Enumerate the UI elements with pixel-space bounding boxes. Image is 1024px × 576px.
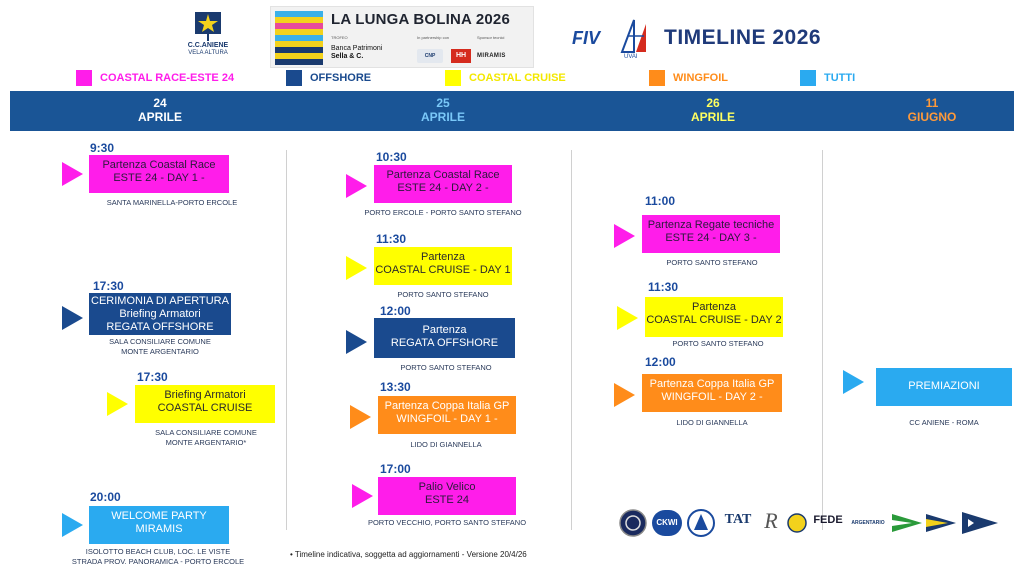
burgee-icon [193,10,223,42]
event-line: REGATA OFFSHORE [106,321,214,333]
event-time: 9:30 [90,141,115,155]
date-month: GIUGNO [907,110,957,124]
burgee-blue-icon [960,508,1000,538]
arrow-icon [62,162,83,186]
partnership-label: In partnership con [417,35,450,40]
arrow-icon [107,392,128,416]
event-box-premiazioni [876,368,1012,406]
main-sponsor [331,45,382,61]
partner-seal-icon [786,508,808,538]
legend-swatch-offshore [286,70,302,86]
event-box-coastal-race-day1 [89,155,229,193]
event-box-wingfoil-day2 [642,374,782,412]
event-box-briefing-coastal-cruise [135,385,275,423]
arrow-icon [352,484,373,508]
event-box-welcome-party [89,506,229,544]
column-divider [571,150,572,530]
partner-seal-icon [686,508,716,538]
event-line: Partenza Coppa Italia GP [384,400,510,412]
event-line: Partenza Coastal Race [386,169,500,181]
legend-label-wingfoil: WINGFOIL [673,72,728,84]
event-time: 11:30 [376,232,407,246]
main-sponsor-line2: Sella & C. [331,53,364,60]
miramis-sponsor: MIRAMIS [477,53,506,59]
event-location: CC ANIENE - ROMA [909,418,979,427]
event-time: 12:00 [645,355,676,369]
arrow-icon [62,306,83,330]
tat-logo: TAT [724,512,752,527]
event-location-line2: MONTE ARGENTARIO* [165,438,247,447]
event-time: 11:30 [648,280,679,294]
event-line: ESTE 24 - DAY 1 - [113,172,205,184]
event-location: LIDO DI GIANNELLA [676,418,748,427]
legend-swatch-coastal-cruise [445,70,461,86]
event-box-wingfoil-day1 [378,396,516,434]
event-line: WINGFOIL - DAY 1 - [396,413,498,425]
legend-label-coastal-cruise: COASTAL CRUISE [469,72,566,84]
event-line: PREMIAZIONI [908,380,980,392]
event-line: COASTAL CRUISE - DAY 2 [646,314,782,326]
event-location: SALA CONSILIARE COMUNE [109,337,211,346]
event-time: 17:00 [380,462,411,476]
event-location: PORTO ERCOLE - PORTO SANTO STEFANO [364,208,522,217]
event-time: 17:30 [93,279,124,293]
event-line: WELCOME PARTY [111,510,207,522]
event-box-opening-ceremony [89,293,231,335]
event-location: SANTA MARINELLA-PORTO ERCOLE [106,198,238,207]
event-time: 12:00 [380,304,411,318]
event-box-regata-offshore [374,318,515,358]
event-location-line2: MONTE ARGENTARIO [121,347,199,356]
arrow-icon [617,306,638,330]
event-box-coastal-cruise-day2 [645,297,783,337]
event-box-coastal-cruise-day1 [374,247,512,285]
event-location: PORTO SANTO STEFANO [672,339,764,348]
club-logo [168,10,248,62]
partner-sponsor: CNP [417,49,443,63]
fiv-logo [572,18,652,58]
event-location: ISOLOTTO BEACH CLUB, LOC. LE VISTE [85,547,231,556]
event-location: PORTO SANTO STEFANO [397,290,489,299]
event-location: LIDO DI GIANNELLA [410,440,482,449]
event-line: COASTAL CRUISE - DAY 1 [375,264,511,276]
event-line: Briefing Armatori [164,389,246,401]
date-month: APRILE [690,110,735,124]
legend-label-coastal-race: COASTAL RACE-ESTE 24 [100,72,235,84]
event-line: Partenza [691,301,737,313]
event-line: CERIMONIA DI APERTURA [91,295,229,307]
event-line: ESTE 24 - DAY 3 - [665,232,757,244]
event-line: MIRAMIS [135,523,183,535]
date-day: 24 [153,96,167,110]
legend-swatch-tutti [800,70,816,86]
burgee-yellow-icon [924,508,958,538]
uvai-text: UVAI [624,54,638,60]
column-divider [822,150,823,530]
event-time: 17:30 [137,370,168,384]
event-location: PORTO SANTO STEFANO [400,363,492,372]
event-line: ESTE 24 [424,494,470,506]
event-line: Partenza Regate tecniche [647,219,775,231]
date-month: APRILE [420,110,465,124]
date-day: 25 [436,96,450,110]
date-26-aprile [663,96,763,124]
hh-sponsor: HH [451,49,471,63]
column-divider [286,150,287,530]
main-sponsor-line1: Banca Patrimoni [331,45,383,52]
event-location: PORTO SANTO STEFANO [666,258,758,267]
event-time: 10:30 [376,150,407,164]
burgee-green-icon [890,508,924,538]
date-11-giugno [882,96,982,124]
fiv-text: FIV [572,28,601,48]
event-time: 20:00 [90,490,121,504]
event-line: REGATA OFFSHORE [390,337,499,349]
uvai-sail-icon [618,18,650,54]
event-line: COASTAL CRUISE [157,402,253,414]
event-box-regate-tecniche [642,215,780,253]
arrow-icon [614,383,635,407]
event-line: ESTE 24 - DAY 2 - [397,182,489,194]
date-24-aprile [110,96,210,124]
event-line: Partenza Coastal Race [102,159,216,171]
arrow-icon [346,330,367,354]
arrow-icon [346,256,367,280]
partner-seal-icon [618,508,648,538]
argentario-logo: ARGENTARIO [851,520,885,526]
event-banner [270,6,534,68]
event-line: Palio Velico [418,481,476,493]
event-time: 11:00 [645,194,676,208]
arrow-icon [843,370,864,394]
event-line: WINGFOIL - DAY 2 - [661,391,763,403]
timeline-title: TIMELINE 2026 [664,26,822,49]
legend-swatch-coastal-race [76,70,92,86]
trofeo-label: TROFEO [331,35,348,40]
event-location-line2: STRADA PROV. PANORAMICA - PORTO ERCOLE [71,557,245,566]
event-box-coastal-race-day2 [374,165,512,203]
date-day: 26 [706,96,720,110]
footnote: • Timeline indicativa, soggetta ad aggiornamenti - Versione 20/4/26 [290,550,527,559]
event-location: SALA CONSILIARE COMUNE [155,428,257,437]
event-location: PORTO VECCHIO, PORTO SANTO STEFANO [367,518,527,527]
legend-label-tutti: TUTTI [824,72,856,84]
arrow-icon [346,174,367,198]
fede-logo: FEDE [813,514,843,526]
lunga-bolina-logo [275,11,323,65]
event-box-palio-velico [378,477,516,515]
ckwi-logo: CKWI [652,510,682,536]
arrow-icon [62,513,83,537]
club-name: C.C.ANIENE [187,42,229,49]
sponsor-label: Sponsor tecnici [477,35,505,40]
legend-label-offshore: OFFSHORE [310,72,372,84]
event-title: LA LUNGA BOLINA 2026 [331,11,511,28]
event-line: Partenza [422,324,467,336]
arrow-icon [614,224,635,248]
event-line: Briefing Armatori [119,308,201,320]
event-line: Partenza Coppa Italia GP [649,378,775,390]
event-line: Partenza [420,251,466,263]
date-month: APRILE [137,110,182,124]
r-logo: R [764,508,778,533]
date-day: 11 [925,96,939,110]
arrow-icon [350,405,371,429]
club-subtitle: VELA ALTURA [188,50,228,56]
event-time: 13:30 [380,380,411,394]
partner-logos [618,508,1008,538]
date-25-aprile [393,96,493,124]
legend-swatch-wingfoil [649,70,665,86]
